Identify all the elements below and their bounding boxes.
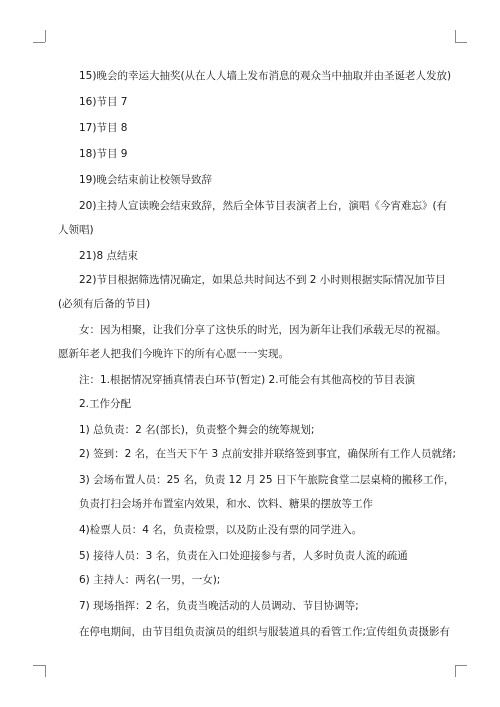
text-line: 16)节目 7 xyxy=(79,96,128,108)
text-line: 7) 现场指挥：2 名，负责当晚活动的人员调动、节目协调等; xyxy=(79,600,359,612)
text-line: 人领唱) xyxy=(58,224,94,236)
text-line: 15)晚会的幸运大抽奖(从在人人墙上发布消息的观众当中抽取并由圣诞老人发放) xyxy=(79,70,452,82)
text-line: 6) 主持人：两名(一男，一女); xyxy=(79,574,221,586)
text-line: 1) 总负责：2 名(部长)，负责整个舞会的统筹规划; xyxy=(79,424,315,436)
text-line: 2.工作分配 xyxy=(79,398,132,410)
text-line: 2) 签到：2 名，在当天下午 3 点前安排并联络签到事宜，确保所有工作人员就绪; xyxy=(79,448,457,460)
text-line: 17)节目 8 xyxy=(79,122,128,134)
text-line: 4)检票人员：4 名，负责检票，以及防止没有票的同学进入。 xyxy=(79,524,363,536)
text-line: 18)节目 9 xyxy=(79,148,128,160)
text-line: 3) 会场布置人员：25 名，负责 12 月 25 日下午旅院食堂二层桌椅的搬移工作， xyxy=(79,474,455,486)
text-line: 愿新年老人把我们今晚许下的所有心愿一一实现。 xyxy=(58,348,289,360)
text-line: 在停电期间，由节目组负责演员的组织与服装道具的看管工作;宣传组负责摄影有 xyxy=(79,626,451,638)
text-line: 21)8 点结束 xyxy=(79,250,138,262)
text-line: 负责打扫会场并布置室内效果，和水、饮料、糖果的摆放等工作 xyxy=(79,498,373,510)
text-line: 5) 接待人员：3 名，负责在入口处迎接参与者，人多时负责人流的疏通 xyxy=(79,550,408,562)
text-line: 19)晚会结束前让校领导致辞 xyxy=(79,174,212,186)
text-line: 注：1.根据情况穿插真情表白环节(暂定) 2.可能会有其他高校的节目表演 xyxy=(79,374,416,386)
text-line: 女：因为相聚，让我们分享了这快乐的时光，因为新年让我们承载无尽的祝福。 xyxy=(79,324,447,336)
text-line: 20)主持人宣读晚会结束致辞，然后全体节目表演者上台，演唱《今宵难忘》(有 xyxy=(79,200,448,212)
text-line: 22)节目根据筛选情况确定，如果总共时间达不到 2 小时则根据实际情况加节目 xyxy=(79,274,446,286)
text-line: (必须有后备的节目) xyxy=(58,298,151,310)
